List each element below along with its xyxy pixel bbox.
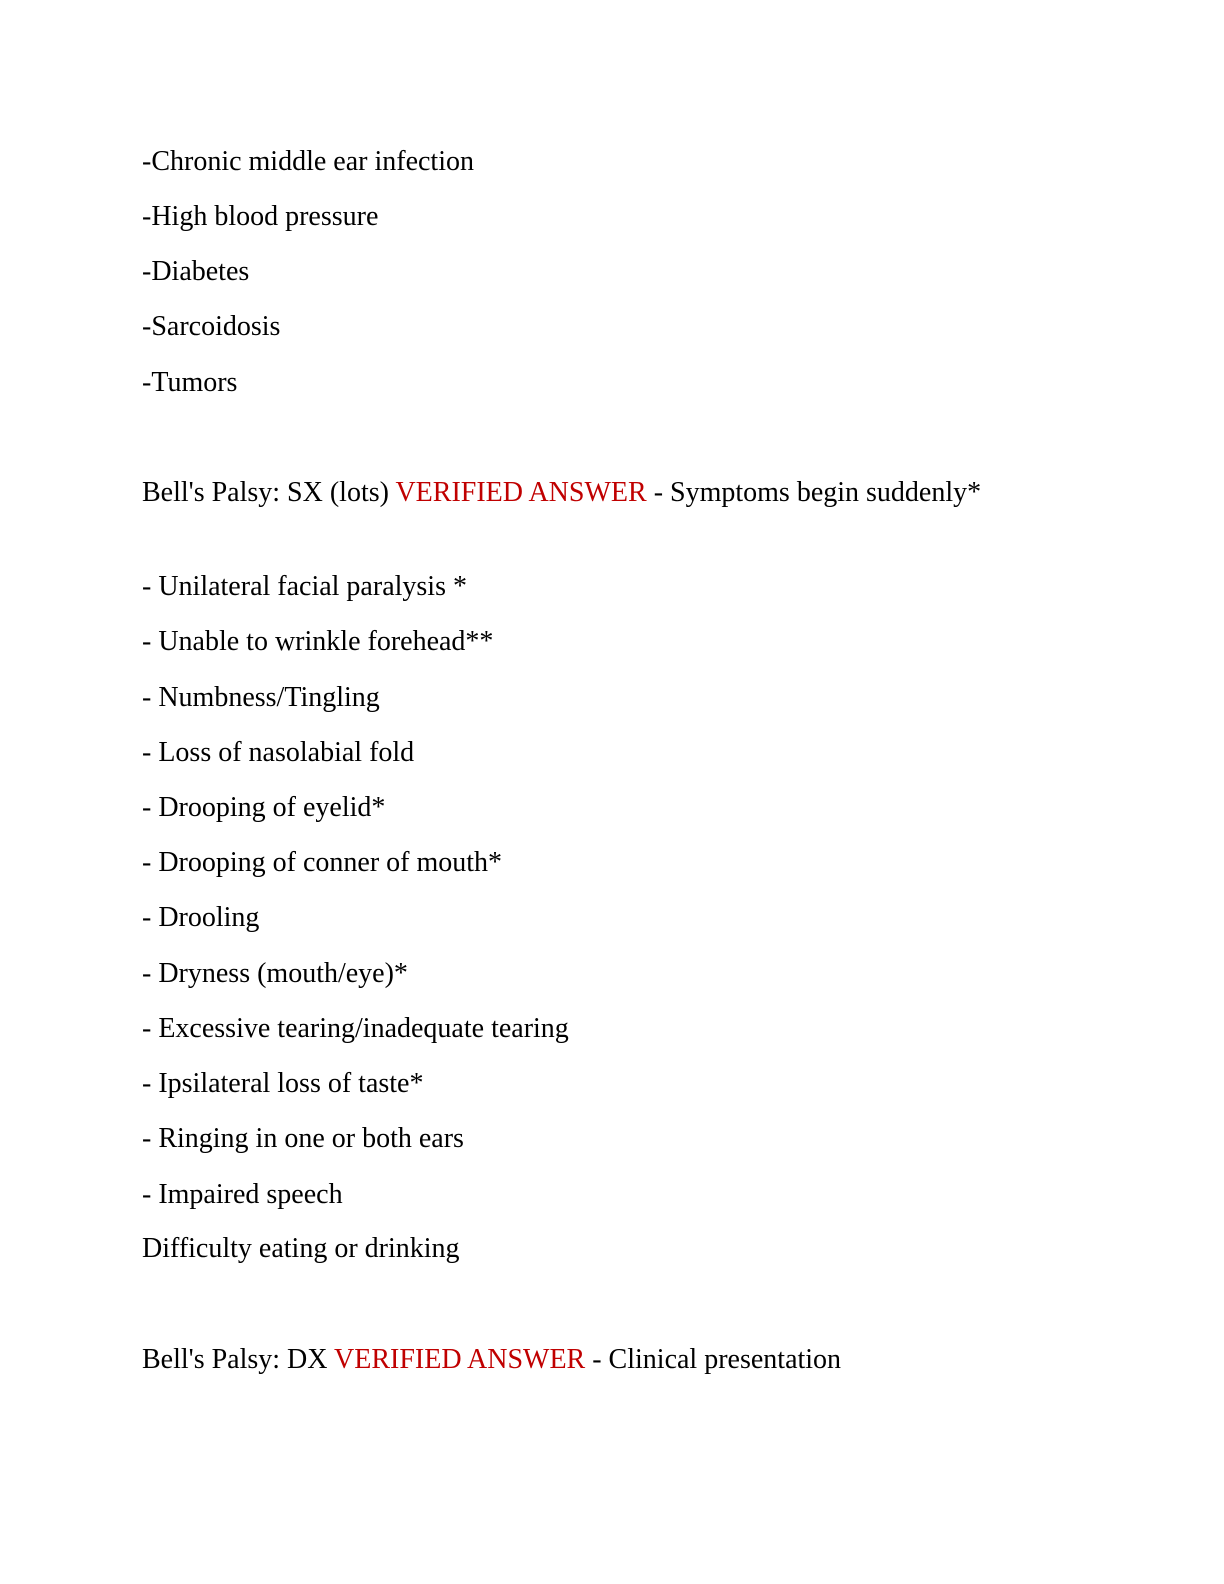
sx-question: Bell's Palsy: SX (lots) <box>142 477 396 508</box>
dx-question-paragraph <box>142 1340 841 1380</box>
symptom-item: - Numbness/Tingling <box>142 682 380 713</box>
dx-verified-marker: VERIFIED ANSWER <box>334 1344 586 1375</box>
symptom-item: - Drooling <box>142 902 260 933</box>
sx-answer-start: - Symptoms begin suddenly* <box>646 477 982 508</box>
symptom-item: - Unilateral facial paralysis * <box>142 571 467 602</box>
sx-verified-marker: VERIFIED ANSWER <box>395 477 647 508</box>
symptom-item: - Drooping of conner of mouth* <box>142 847 503 878</box>
symptom-item: - Unable to wrinkle forehead** <box>142 626 494 657</box>
cause-item: -Chronic middle ear infection <box>142 146 474 177</box>
symptom-item: - Loss of nasolabial fold <box>142 737 415 768</box>
symptom-item: - Ipsilateral loss of taste* <box>142 1068 424 1099</box>
symptom-item: Difficulty eating or drinking <box>142 1233 460 1264</box>
symptom-item: - Drooping of eyelid* <box>142 792 386 823</box>
cause-item: -High blood pressure <box>142 201 379 232</box>
dx-answer: - Clinical presentation <box>585 1344 842 1375</box>
symptom-item: - Excessive tearing/inadequate tearing <box>142 1013 569 1044</box>
symptom-item: - Ringing in one or both ears <box>142 1123 464 1154</box>
symptom-item: - Dryness (mouth/eye)* <box>142 958 408 989</box>
cause-item: -Tumors <box>142 367 238 398</box>
symptom-item: - Impaired speech <box>142 1179 343 1210</box>
document-page <box>142 0 982 1584</box>
cause-item: -Diabetes <box>142 256 250 287</box>
cause-item: -Sarcoidosis <box>142 311 281 342</box>
dx-question: Bell's Palsy: DX <box>142 1344 334 1375</box>
sx-question-paragraph <box>142 473 982 513</box>
